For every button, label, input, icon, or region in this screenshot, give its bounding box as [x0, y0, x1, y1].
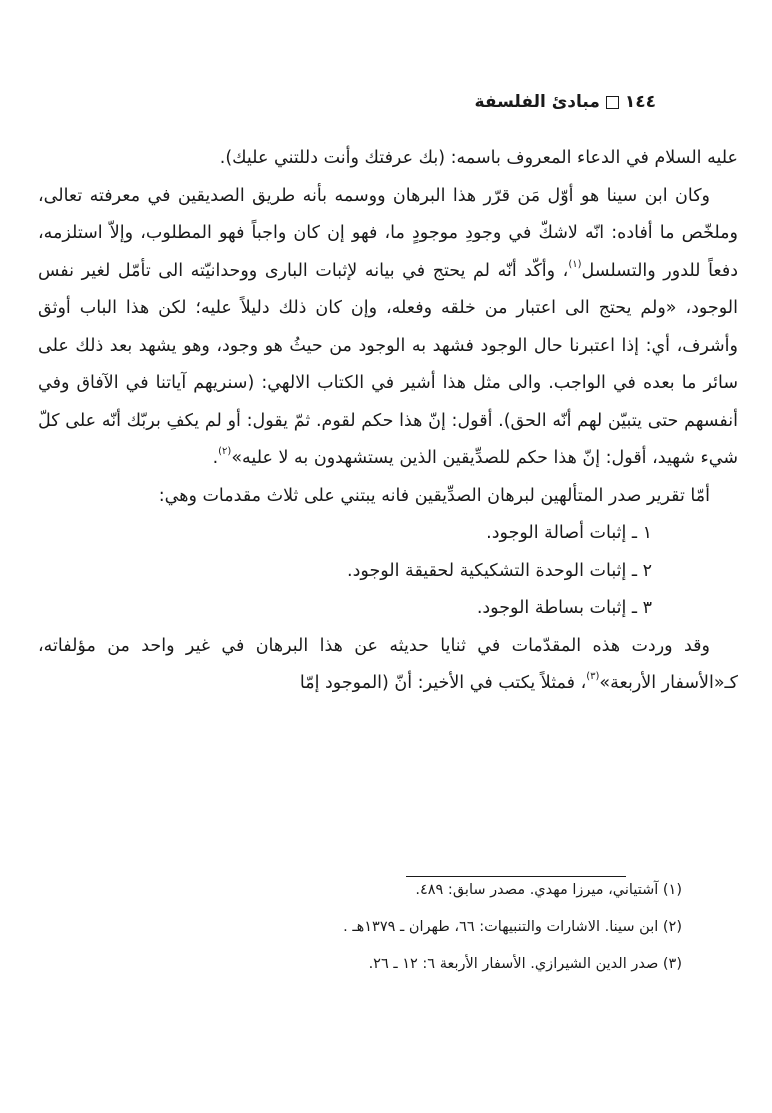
- paragraph-2: [38, 178, 738, 478]
- footnote-ref-1: (١): [568, 258, 582, 270]
- list-item: ٣ ـ إثبات بساطة الوجود.: [476, 598, 652, 618]
- list-item: ١ ـ إثبات أصالة الوجود.: [486, 523, 652, 543]
- footnotes: [62, 872, 682, 983]
- premises-list: [38, 515, 738, 628]
- paragraph-4-text-a: وقد وردت هذه المقدّمات في ثنايا حديثه عن هذا البرهان في غير واحد من مؤلفاته، كـ«الأسفار الأربعة»: [38, 635, 738, 693]
- page-number: ١٤٤: [624, 92, 656, 112]
- paragraph-4: [38, 628, 738, 703]
- footnote-ref-2: (٢): [218, 446, 232, 458]
- paragraph-2-text-a: وكان ابن سينا هو أوّل مَن قرّر هذا البرهان ووسمه بأنه طريق الصديقين في معرفته تعالى، وملخّص ما أفاده: انّه لاشكّ في وجودِ موجودٍ ما، فهو إن كان واجباً فهو المطلوب، وإلاّ استلزمه، دفعاً للدور والتسلسل: [38, 185, 739, 281]
- footnote-1: (١) آشتياني، ميرزا مهدي. مصدر سابق: ٤٨٩.: [415, 882, 682, 898]
- footnote-3: (٣) صدر الدين الشيرازي. الأسفار الأربعة ٦: ١٢ ـ ٢٦.: [368, 956, 682, 972]
- footnote-2: (٢) ابن سينا. الاشارات والتنبيهات: ٦٦، طهران ـ ١٣٧٩هـ .: [343, 919, 682, 935]
- body-text: [38, 140, 738, 703]
- book-title: مبادئ الفلسفة: [474, 92, 600, 112]
- footnote-ref-3: (٣): [586, 671, 600, 683]
- paragraph-1: عليه السلام في الدعاء المعروف باسمه: (بك عرفتك وأنت دللتني عليك).: [219, 148, 738, 168]
- paragraph-3: أمّا تقرير صدر المتألهين لبرهان الصدِّيقين فانه يبتني على ثلاث مقدمات وهي:: [158, 485, 710, 506]
- paragraph-2-text-b: ، وأكّد أنّه لم يحتج في بيانه لإثبات البارى ووحدانيّته الى تأمّل لغير نفس الوجود، «ولم يحتج الى اعتبار من خلقه وفعله، وإن كان ذلك دليلاً عليه؛ لكن هذا الباب أوثق وأشرف، أي: إذا اعتبرنا حال الوجود فشهد به الوجود من حيثُ هو وجود، وهو يشهد بعد ذلك على سائر ما بعده في الواجب. والى مثل هذا أشير في الكتاب الالهي: (سنريهم آياتنا في الآفاق وفي أنفسهم حتى يتبيّن لهم أنّه الحق). أقول: إنّ هذا حكم لقوم. ثمّ يقول: أو لم يكفِ بربّك أنّه على كلّ شيء شهيد، أقول: إنّ هذا حكم للصدِّيقين الذين يستشهدون به لا عليه»: [38, 260, 738, 468]
- list-item: ٢ ـ إثبات الوحدة التشكيكية لحقيقة الوجود.: [347, 560, 652, 581]
- paragraph-4-text-b: ، فمثلاً يكتب في الأخير: أنّ (الموجود إمّا: [299, 673, 587, 693]
- paragraph-2-end: .: [212, 448, 219, 468]
- square-ornament-icon: [606, 96, 619, 109]
- running-header: [475, 92, 656, 112]
